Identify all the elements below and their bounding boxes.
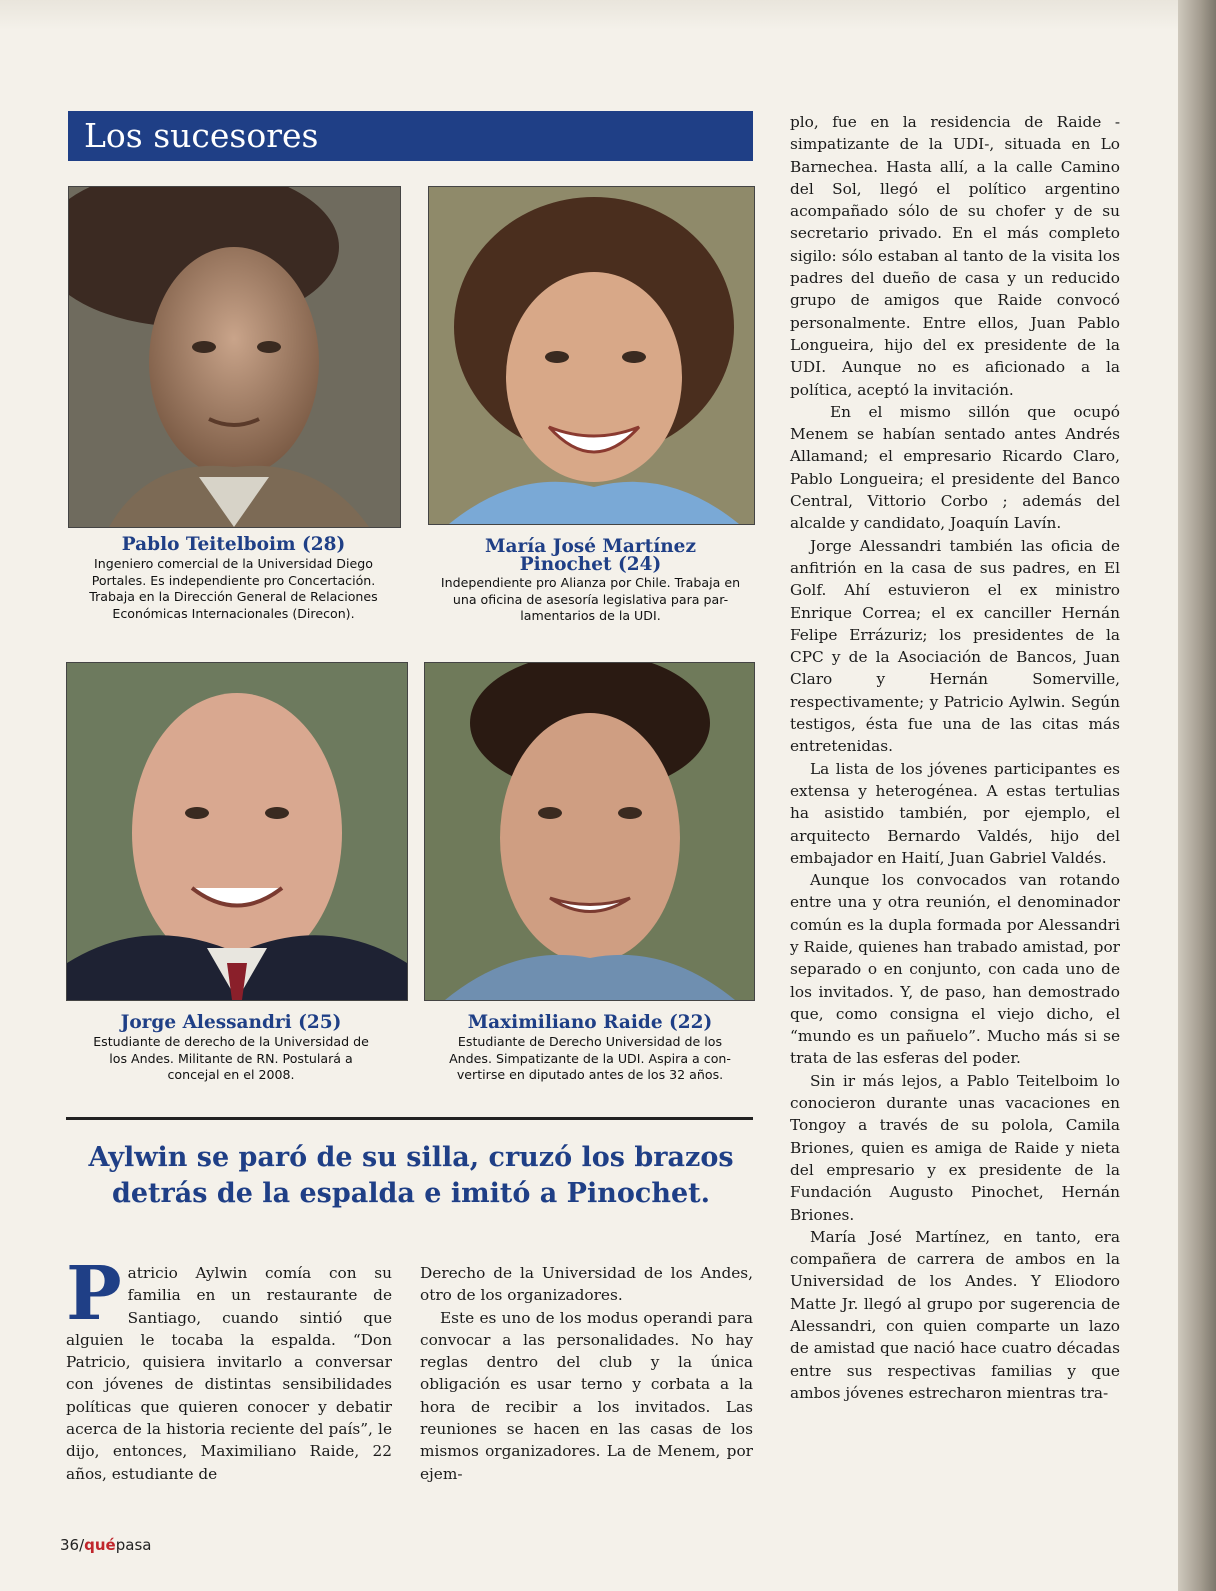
article-paragraph: Este es uno de los modus operandi para convocar a las personalidades. No hay reglas dentro del club y la única obligación es usar terno y corbata a la hora de recibir a los invitados. Las reuniones se hacen en las casas de los mismos organizadores. La de Menem, por ejem- [420,1308,753,1483]
caption-line: los Andes. Militante de RN. Postulará a [109,1050,353,1066]
article-paragraph: En el mismo sillón que ocupó Menem se habían sentado antes Andrés Allamand; el empresario Ricardo Claro, Pablo Longueira; el presidente del Banco Central, Vittorio Corbo ; además del alcalde y candidato, Joaquín Lavín. [790,402,1120,533]
pull-quote-headline: Aylwin se paró de su silla, cruzó los brazos detrás de la espalda e imitó a Pinochet. [88,1142,734,1209]
drop-cap: P [66,1251,122,1337]
photo-maximiliano-raide [424,662,755,1001]
article-paragraph: Jorge Alessandri también las oficia de anfitrión en la casa de sus padres, en El Golf. Ahí estuvieron el ex ministro Enrique Correa; el ex canciller Hernán Felipe Errázuriz; los presidentes de la CPC y de la Asociación de Bancos, Juan Claro y Hernán Somerville, respectivamente; y Patricio Aylwin. Según testigos, ésta fue una de las citas más entretenidas. [790,536,1120,756]
caption-line: Trabaja en la Dirección General de Relaciones [89,589,378,604]
page-folio [60,1536,151,1554]
photo-maria-jose-martinez [428,186,755,525]
article-paragraph: Aunque los convocados van rotando entre una y otra reunión, el denominador común es la dupla formada por Alessandri y Raide, quienes han trabado amistad, por separado o en conjunto, con cada uno de los invitados. Y, de paso, han demostrado que, como consigna el viejo dicho, el “mundo es un pañuelo”. Mucho más si se trata de las esferas del poder. [790,871,1120,1068]
article-paragraph: María José Martínez, en tanto, era compañera de carrera de ambos en la Universidad de los Andes. Y Eliodoro Matte Jr. llegó al grupo por sugerencia de Alessandri, con quien comparte un lazo de amistad que nació hace cuatro décadas entre sus respectivas familias y que ambos jóvenes estrecharon mientras tra- [790,1227,1120,1402]
caption-line: lamentarios de la UDI. [520,608,661,623]
caption-pablo-teitelboim [68,535,399,622]
person-name: Maximiliano Raide (22) [467,1012,713,1033]
magazine-logo-pasa: pasa [115,1536,152,1554]
caption-line: Andes. Simpatizante de la UDI. Aspira a con- [449,1050,731,1066]
caption-line: Ingeniero comercial de la Universidad Diego [94,556,373,571]
caption-line: Estudiante de derecho de la Universidad de [93,1034,369,1049]
article-column-1 [66,1251,392,1485]
caption-line: Estudiante de Derecho Universidad de los [457,1034,723,1049]
photo-pablo-teitelboim [68,186,401,528]
person-name: Jorge Alessandri (25) [120,1012,342,1033]
article-column-3 [790,111,1120,1404]
person-name: Pablo Teitelboim (28) [121,534,346,555]
caption-line: Económicas Internacionales (Direcon). [112,605,355,621]
article-paragraph: Patricio Aylwin comía con su familia en un restaurante de Santiago, cuando sintió que alguien le tocaba la espalda. “Don Patricio, quisiera invitarlo a conversar con jóvenes de distintas sensibilidades políticas que quieren conocer y debatir acerca de la historia reciente del país”, le dijo, entonces, Maximiliano Raide, 22 años, estudiante de [66,1251,392,1483]
divider-rule [66,1117,753,1120]
caption-maria-jose-martinez [425,538,756,625]
caption-line: Independiente pro Alianza por Chile. Trabaja en [440,575,741,590]
caption-maximiliano-raide [420,1013,760,1084]
article-paragraph: plo, fue en la residencia de Raide -simpatizante de la UDI-, situada en Lo Barnechea. Hasta allí, a la calle Camino del Sol, llegó el político argentino acompañado sólo de su chofer y de su secretario privado. En el más completo sigilo: sólo estaban al tanto de la visita los padres del dueño de casa y un reducido grupo de amigos que Raide convocó personalmente. Entre ellos, Juan Pablo Longueira, hijo del ex presidente de la UDI. Aunque no es aficionado a la política, aceptó la invitación. [790,113,1120,399]
page-top-edge [0,0,1216,30]
caption-line: concejal en el 2008. [167,1067,295,1082]
caption-line: vertirse en diputado antes de los 32 años. [456,1067,724,1082]
caption-line: una oficina de asesoría legislativa para par- [452,591,729,607]
article-paragraph: Derecho de la Universidad de los Andes, otro de los organizadores. [420,1264,753,1305]
person-name: María José Martínez Pinochet (24) [485,536,696,575]
article-paragraph: Sin ir más lejos, a Pablo Teitelboim lo conocieron durante unas vacaciones en Tongoy a través de su polola, Camila Briones, quien es amiga de Raide y nieta del empresario y ex presidente de la Fundación Augusto Pinochet, Hernán Briones. [790,1071,1120,1224]
caption-jorge-alessandri [66,1013,396,1084]
page-number: 36/ [60,1536,85,1554]
caption-line: Portales. Es independiente pro Concertación. [91,572,376,588]
magazine-logo-que: qué [84,1536,116,1554]
photo-jorge-alessandri [66,662,408,1001]
article-column-2 [420,1262,753,1485]
article-paragraph: La lista de los jóvenes participantes es extensa y heterogénea. A estas tertulias ha asistido también, por ejemplo, el arquitecto Bernardo Valdés, hijo del embajador en Haití, Juan Gabriel Valdés. [790,759,1120,867]
page-binding-edge [1178,0,1216,1591]
section-title: Los sucesores [68,111,753,161]
